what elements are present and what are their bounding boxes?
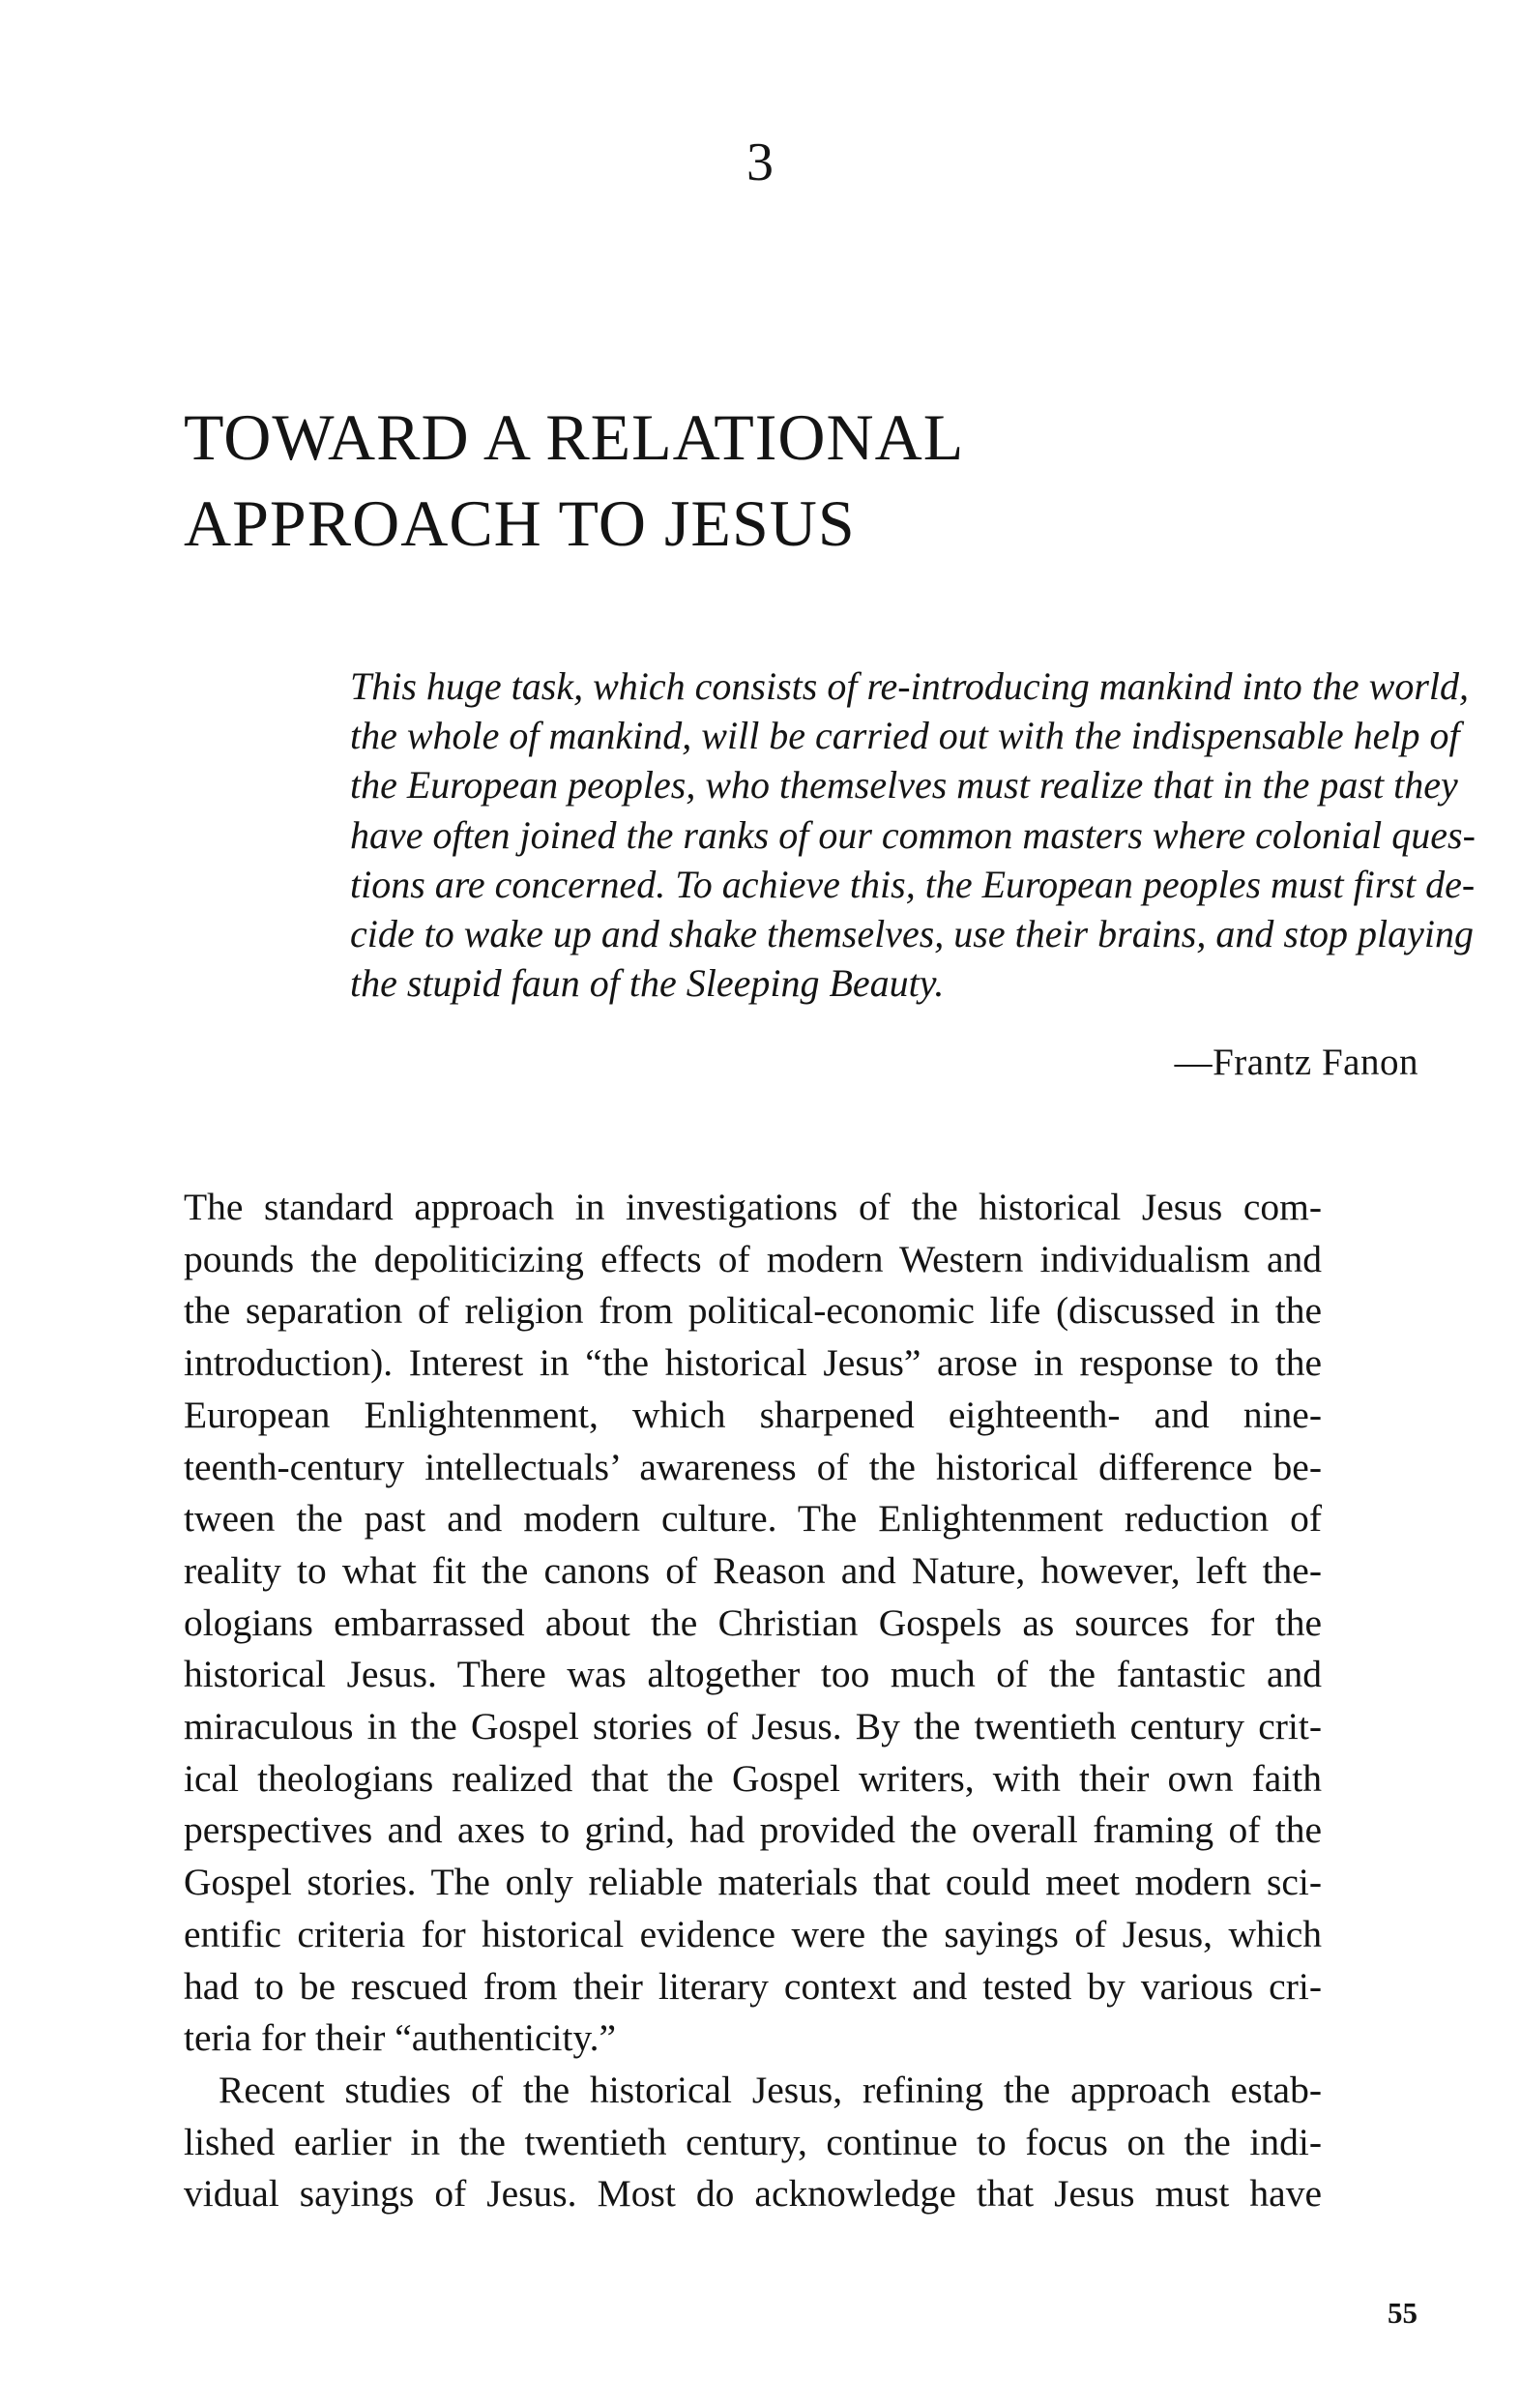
chapter-title <box>184 395 1344 567</box>
body-line: The standard approach in investigations of the historical Jesus com- <box>184 1186 1322 1228</box>
body-line: entific criteria for historical evidence were the sayings of Jesus, which <box>184 1912 1322 1955</box>
chapter-number: 3 <box>746 132 774 192</box>
body-line: tween the past and modern culture. The Enlightenment reduction of <box>184 1497 1322 1541</box>
body-line: teria for their “authenticity.” <box>184 2016 617 2060</box>
body-line: Recent studies of the historical Jesus, refining the approach estab- <box>219 2068 1322 2111</box>
body-line: ologians embarrassed about the Christian Gospels as sources for the <box>184 1600 1322 1644</box>
chapter-title-line: TOWARD A RELATIONAL <box>184 400 965 474</box>
epigraph <box>350 661 1476 1008</box>
body-line: reality to what fit the canons of Reason and Nature, however, left the- <box>184 1548 1322 1592</box>
body-line: the separation of religion from political-economic life (discussed in the <box>184 1289 1322 1333</box>
epigraph-line: cide to wake up and shake themselves, use their brains, and stop playing <box>350 912 1475 956</box>
epigraph-line: This huge task, which consists of re-introducing mankind into the world, <box>350 664 1469 708</box>
body-line: miraculous in the Gospel stories of Jesus. By the twentieth century crit- <box>184 1705 1322 1748</box>
body-line: European Enlightenment, which sharpened eighteenth- and nine- <box>184 1393 1322 1436</box>
body-line: perspectives and axes to grind, had provided the overall framing of the <box>184 1808 1322 1852</box>
epigraph-line: the whole of mankind, will be carried out with the indispensable help of <box>350 714 1460 758</box>
body-line: had to be rescued from their literary context and tested by various cri- <box>184 1964 1322 2008</box>
epigraph-line: have often joined the ranks of our common masters where colonial ques- <box>350 812 1476 857</box>
chapter-title-line: APPROACH TO JESUS <box>184 486 856 560</box>
body-line: pounds the depoliticizing effects of modern Western individualism and <box>184 1237 1322 1280</box>
epigraph-line: the stupid faun of the Sleeping Beauty. <box>350 961 945 1006</box>
body-line: Gospel stories. The only reliable materials that could meet modern sci- <box>184 1861 1322 1904</box>
body-text <box>184 1182 1322 2220</box>
body-line: vidual sayings of Jesus. Most do acknowledge that Jesus must have <box>184 2172 1322 2216</box>
body-line: ical theologians realized that the Gospel writers, with their own faith <box>184 1756 1322 1800</box>
body-line: lished earlier in the twentieth century, continue to focus on the indi- <box>184 2120 1322 2163</box>
epigraph-attribution: —Frantz Fanon <box>1174 1042 1418 1083</box>
body-line: introduction). Interest in “the historical Jesus” arose in response to the <box>184 1341 1322 1385</box>
body-line: historical Jesus. There was altogether too much of the fantastic and <box>184 1653 1322 1696</box>
epigraph-line: the European peoples, who themselves must realize that in the past they <box>350 763 1458 808</box>
epigraph-line: tions are concerned. To achieve this, the European peoples must first de- <box>350 862 1476 906</box>
body-line: teenth-century intellectuals’ awareness of the historical difference be- <box>184 1445 1322 1488</box>
page-number: 55 <box>1388 2296 1418 2330</box>
